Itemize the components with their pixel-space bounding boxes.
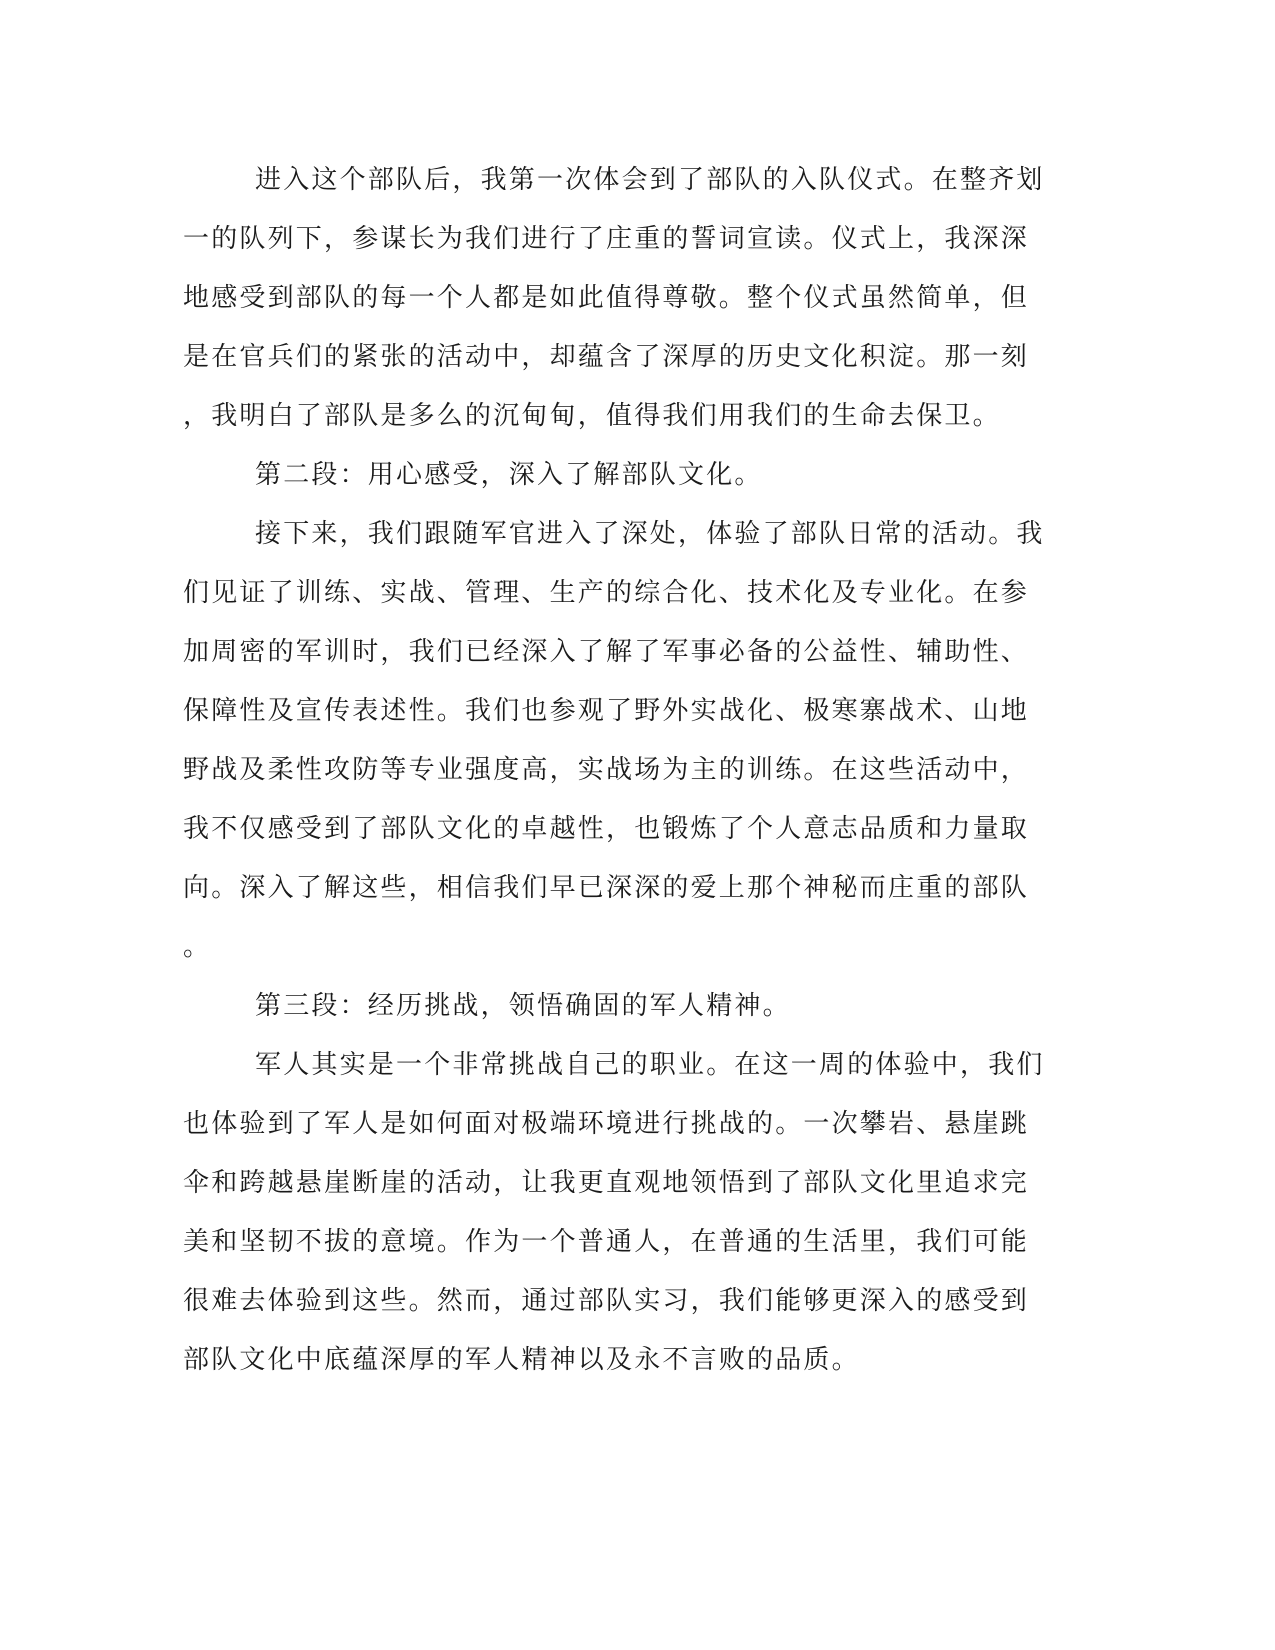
paragraph-2-line-1: 接下来，我们跟随军官进入了深处，体验了部队日常的活动。我 <box>255 519 1045 549</box>
paragraph-3-line-1: 军人其实是一个非常挑战自己的职业。在这一周的体验中，我们 <box>255 1050 1045 1080</box>
paragraph-2-line-6: 我不仅感受到了部队文化的卓越性，也锻炼了个人意志品质和力量取 <box>183 814 1030 844</box>
paragraph-1-line-4: 是在官兵们的紧张的活动中，却蕴含了深厚的历史文化积淀。那一刻 <box>183 342 1030 372</box>
paragraph-2-line-2: 们见证了训练、实战、管理、生产的综合化、技术化及专业化。在参 <box>183 578 1030 608</box>
paragraph-1-line-2: 一的队列下，参谋长为我们进行了庄重的誓词宣读。仪式上，我深深 <box>183 224 1030 254</box>
paragraph-3-line-5: 很难去体验到这些。然而，通过部队实习，我们能够更深入的感受到 <box>183 1286 1030 1316</box>
paragraph-3-line-6: 部队文化中底蕴深厚的军人精神以及永不言败的品质。 <box>183 1345 860 1375</box>
paragraph-1-line-5: ，我明白了部队是多么的沉甸甸，值得我们用我们的生命去保卫。 <box>183 401 1001 431</box>
paragraph-2-line-7: 向。深入了解这些，相信我们早已深深的爱上那个神秘而庄重的部队 <box>183 873 1030 903</box>
paragraph-2-line-8: 。 <box>183 932 212 962</box>
section-heading-3: 第三段：经历挑战，领悟确固的军人精神。 <box>255 991 791 1021</box>
paragraph-3-line-4: 美和坚韧不拔的意境。作为一个普通人，在普通的生活里，我们可能 <box>183 1227 1030 1257</box>
paragraph-2-line-3: 加周密的军训时，我们已经深入了解了军事必备的公益性、辅助性、 <box>183 637 1030 667</box>
paragraph-1-line-3: 地感受到部队的每一个人都是如此值得尊敬。整个仪式虽然简单，但 <box>183 283 1030 313</box>
paragraph-2-line-4: 保障性及宣传表述性。我们也参观了野外实战化、极寒寨战术、山地 <box>183 696 1030 726</box>
paragraph-3-line-2: 也体验到了军人是如何面对极端环境进行挑战的。一次攀岩、悬崖跳 <box>183 1109 1030 1139</box>
paragraph-1-line-1: 进入这个部队后，我第一次体会到了部队的入队仪式。在整齐划 <box>255 165 1045 195</box>
section-heading-2: 第二段：用心感受，深入了解部队文化。 <box>255 460 763 490</box>
paragraph-3-line-3: 伞和跨越悬崖断崖的活动，让我更直观地领悟到了部队文化里追求完 <box>183 1168 1030 1198</box>
paragraph-2-line-5: 野战及柔性攻防等专业强度高，实战场为主的训练。在这些活动中， <box>183 755 1030 785</box>
